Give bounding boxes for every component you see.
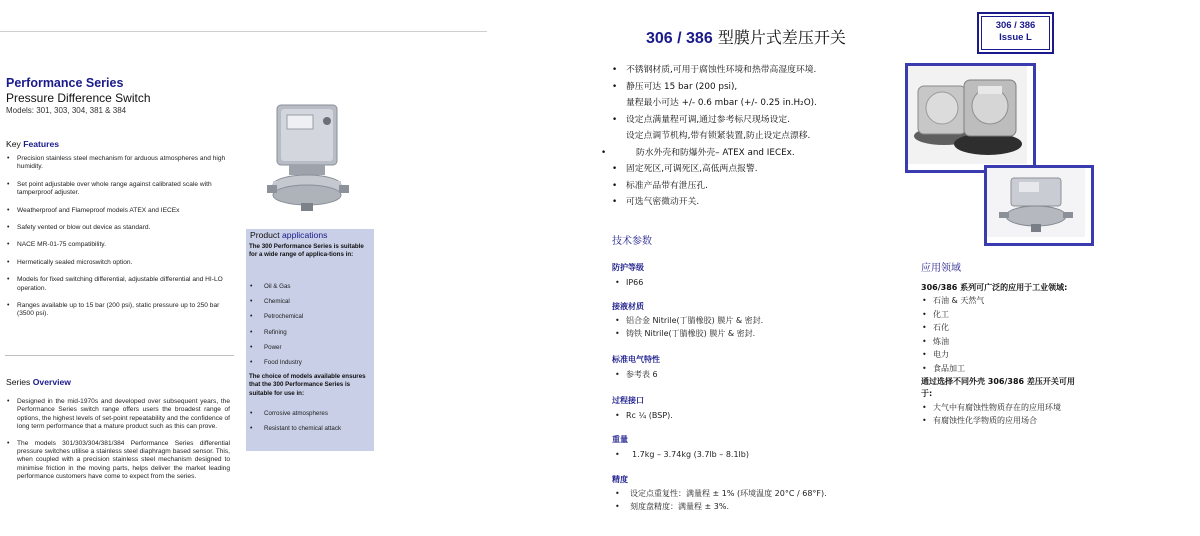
spec-value: • IP66 [615, 278, 644, 287]
page-title [646, 25, 846, 48]
application-env-list [919, 401, 1139, 427]
spec-label: 接液材质 [612, 302, 644, 311]
application-list [919, 294, 1099, 376]
application-item: • Chemical [249, 298, 369, 306]
spec-group-protection [612, 262, 892, 289]
applications-list [249, 283, 369, 374]
spec-group-weight [612, 434, 892, 461]
spec-group-accuracy [612, 474, 902, 513]
application-item: • 石油 & 天然气 [922, 296, 985, 305]
zh-feature-list [601, 62, 898, 211]
title-text: 型膜片式差压开关 [717, 28, 846, 47]
feature-item: • Weatherproof and Flameproof models ATEX and IECEx [6, 207, 234, 215]
spec-group-electrical [612, 354, 892, 381]
application-item: • Oil & Gas [249, 283, 369, 291]
overview-prefix: Series [6, 377, 33, 387]
tech-spec-heading: 技术参数 [612, 236, 652, 247]
issue-badge [977, 12, 1054, 54]
zh-feature-item: • 防水外壳和防爆外壳– ATEX and IECEx. [601, 147, 795, 158]
spec-group-wetted-material [612, 301, 892, 340]
spec-value: • 设定点重复性：满量程 ± 1% (环境温度 20°C / 68°F). [615, 489, 827, 498]
application-heading: 应用领域 [921, 263, 961, 274]
spec-value: • 刻度盘精度：满量程 ± 3%. [615, 502, 730, 511]
application-item: • 石化 [922, 323, 949, 333]
application-item: • 炼油 [922, 336, 949, 346]
spec-value: • 参考表 6 [615, 370, 658, 379]
applications-intro: The 300 Performance Series is suitable for a wide range of applica-tions in: [249, 243, 364, 259]
spec-value: • 铝合金 Nitrile(丁腈橡胶) 膜片 & 密封. [615, 316, 764, 325]
feature-item: • Ranges available up to 15 bar (200 psi), static pressure up to 250 bar (3500 psi). [6, 302, 234, 319]
application-env-item: • 大气中有腐蚀性物质存在的应用环境 [922, 403, 1061, 412]
zh-feature-item-cont: 设定点调节机构,带有锁紧装置,防止设定点漂移. [626, 131, 811, 141]
key-features-word: Features [23, 139, 60, 149]
zh-feature-item-cont: 量程最小可达 +/- 0.6 mbar (+/- 0.25 in.H₂O). [626, 98, 817, 108]
overview-list [6, 398, 230, 490]
overview-paragraph: • Designed in the mid-1970s and developed over subsequent years, the Performance Series switch range offers users the broadest range of options, the highest levels of set-point repeatability and the confidence of long term performance that a mature product such as this can prove. [6, 398, 230, 432]
series-subtitle: Pressure Difference Switch [6, 91, 151, 105]
feature-item: • Precision stainless steel mechanism for arduous atmospheres and high humidity. [6, 155, 234, 172]
key-features-prefix: Key [6, 139, 24, 149]
feature-item: • Safety vented or blow out device as standard. [6, 224, 234, 232]
series-models: Models: 301, 303, 304, 381 & 384 [6, 106, 127, 115]
spec-label: 重量 [612, 435, 628, 444]
application-item: • Power [249, 344, 369, 352]
product-photo-pair [908, 66, 1027, 164]
feature-item: • NACE MR-01-75 compatibility. [6, 241, 234, 249]
zh-feature-item: • 可选气密微动开关. [612, 197, 700, 207]
title-model: 306 / 386 [646, 30, 713, 47]
application-intro: 306/386 系列可广泛的应用于工业领域: [921, 283, 1068, 292]
key-features-heading [6, 139, 59, 149]
issue-label: Issue L [999, 32, 1032, 43]
spec-label: 过程接口 [612, 396, 644, 405]
product-photo-single [987, 168, 1085, 237]
spec-label: 防护等级 [612, 263, 644, 272]
application-item: • 化工 [922, 309, 949, 319]
application-item: • Refining [249, 329, 369, 337]
overview-paragraph: • The models 301/303/304/381/384 Performance Series differential pressure switches utilise a stainless steel diaphragm based sensor. This, when coupled with a precision stainless steel mechanism designed to minimise friction in the moving parts, helps deliver the market leading performance customers have come to expect from the series. [6, 440, 230, 482]
zh-feature-item: • 固定死区,可调死区,高低两点报警. [612, 164, 758, 174]
zh-feature-item: • 静压可达 15 bar (200 psi), [612, 81, 738, 92]
spec-label: 精度 [612, 475, 628, 484]
section-divider [5, 355, 234, 356]
spec-group-process-connection [612, 395, 892, 422]
top-divider [0, 31, 487, 32]
application-item: • Food Industry [249, 359, 369, 367]
feature-item: • Set point adjustable over whole range against calibrated scale with tamperproof adjuster. [6, 181, 234, 198]
application-item: • Petrochemical [249, 313, 369, 321]
spec-value: • Rc ¼ (BSP). [615, 411, 673, 420]
zh-feature-item: • 标准产品带有泄压孔. [612, 180, 708, 191]
application-item: • 电力 [922, 350, 949, 360]
application-select-note: 通过选择不同外壳 306/386 差压开关可用于: [921, 377, 1075, 398]
product-photo-frame [984, 165, 1094, 246]
applications-word: applications [282, 230, 328, 240]
product-applications-heading [250, 230, 327, 240]
spec-value: • 1.7kg – 3.74kg (3.7lb – 8.1lb) [615, 450, 749, 459]
spec-label: 标准电气特性 [612, 355, 660, 364]
zh-feature-item: • 不锈钢材质,可用于腐蚀性环境和热带高湿度环境. [612, 65, 817, 75]
series-overview-heading [6, 377, 71, 387]
application-env-item: • 有腐蚀性化学物质的应用场合 [922, 416, 1037, 425]
applications-prefix: Product [250, 230, 283, 240]
feature-item: • Models for fixed switching differential, adjustable differential and HI-LO operation. [6, 276, 234, 293]
spec-value: • 铸铁 Nitrile(丁腈橡胶) 膜片 & 密封. [615, 329, 756, 338]
application-use-item: • Resistant to chemical attack [249, 425, 369, 433]
overview-word: Overview [32, 377, 71, 387]
pressure-switch-photo [267, 103, 349, 211]
feature-item: • Hermetically sealed microswitch option. [6, 259, 234, 267]
key-features-list [6, 155, 234, 328]
application-item: • 食品加工 [922, 363, 965, 373]
series-title: Performance Series [6, 76, 124, 90]
issue-model: 306 / 386 [995, 20, 1036, 31]
zh-feature-item: • 设定点满量程可调,通过参考标尺现场设定. [612, 114, 790, 125]
application-use-item: • Corrosive atmospheres [249, 410, 369, 418]
applications-use-list [249, 410, 369, 440]
applications-choice: The choice of models available ensures that the 300 Performance Series is suitable for use in: [249, 373, 366, 397]
product-photo-frame [905, 63, 1036, 173]
